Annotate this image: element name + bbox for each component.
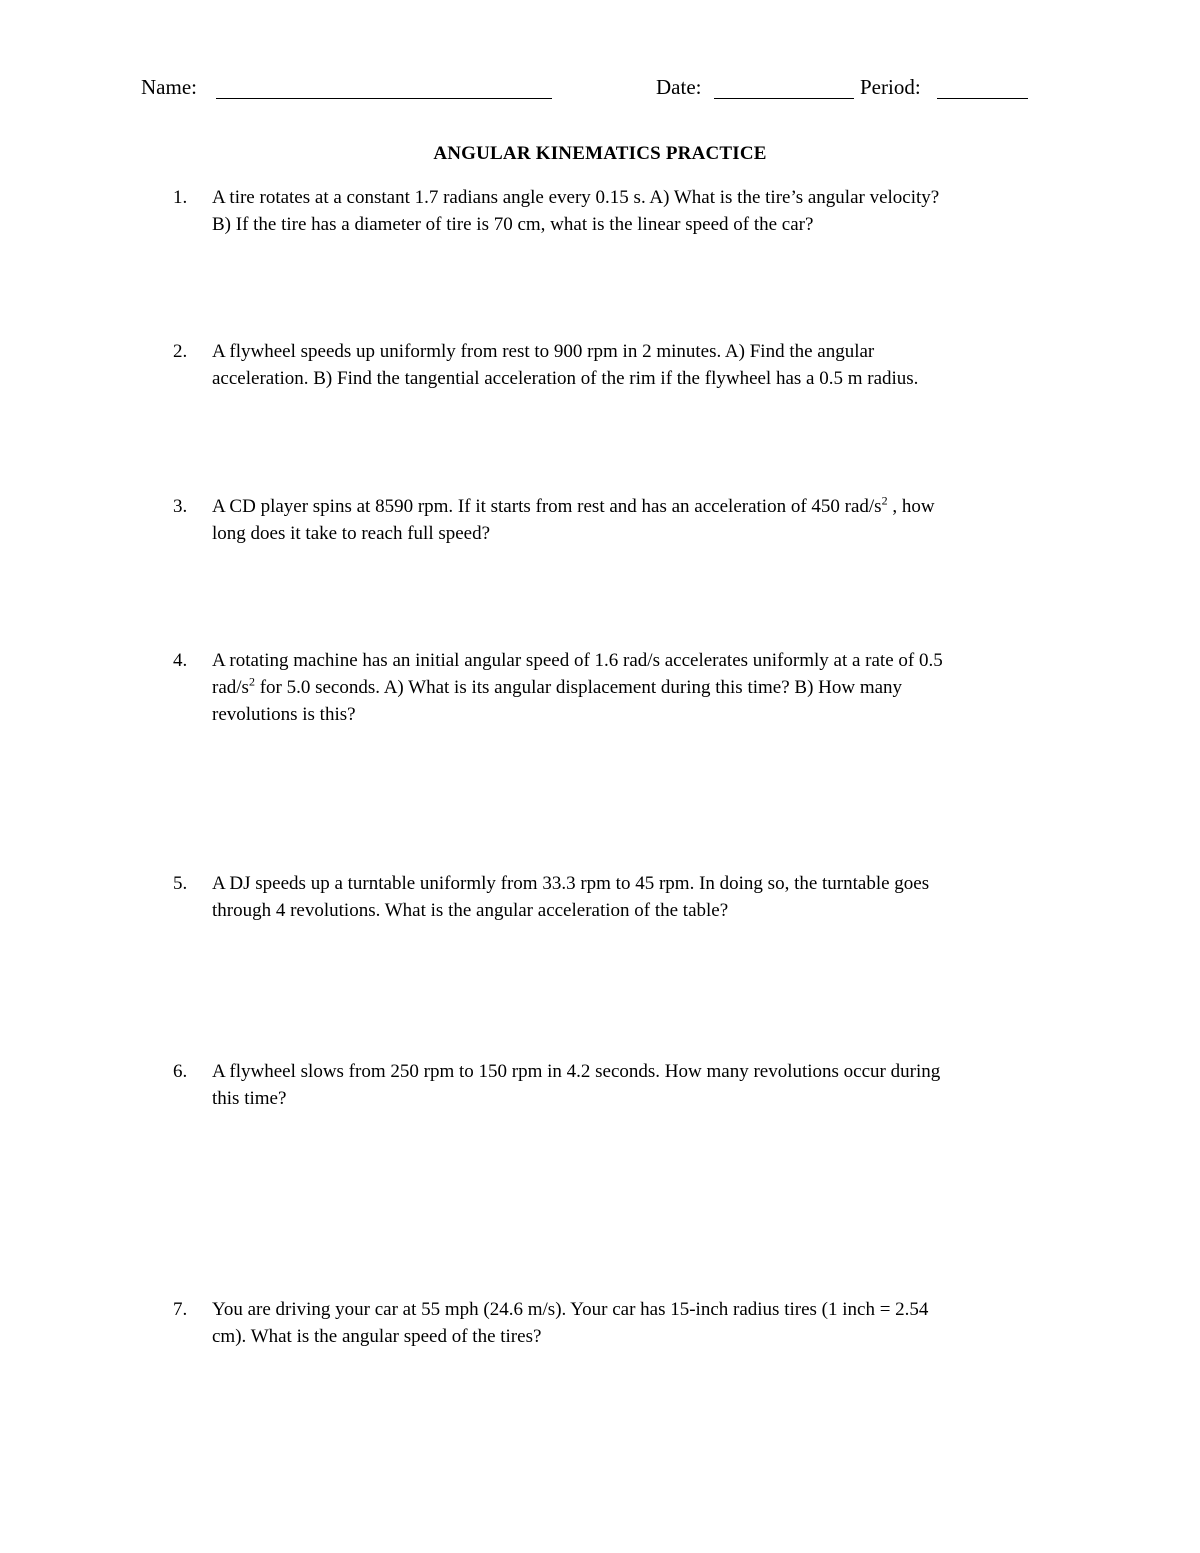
question-line: B) If the tire has a diameter of tire is 70 cm, what is the linear speed of the car?	[212, 214, 814, 235]
question-text	[212, 1296, 1052, 1350]
question-line: A rotating machine has an initial angular speed of 1.6 rad/s accelerates uniformly at a rate of 0.5	[212, 650, 943, 671]
question-text	[212, 870, 1052, 924]
question-number: 6.	[173, 1061, 188, 1082]
date-blank-line	[714, 74, 854, 99]
question-number: 7.	[173, 1299, 188, 1320]
question-line	[212, 674, 1052, 701]
superscript: 2	[248, 674, 255, 689]
question-line: long does it take to reach full speed?	[212, 523, 491, 544]
question-text	[212, 647, 1052, 728]
question-line: You are driving your car at 55 mph (24.6 m/s). Your car has 15-inch radius tires (1 inch = 2.54	[212, 1299, 929, 1320]
question-line	[212, 493, 1052, 520]
question-line: A DJ speeds up a turntable uniformly from 33.3 rpm to 45 rpm. In doing so, the turntable goes	[212, 873, 930, 894]
question-number: 3.	[173, 496, 188, 517]
question-line: A flywheel slows from 250 rpm to 150 rpm in 4.2 seconds. How many revolutions occur during	[212, 1061, 941, 1082]
question-number: 2.	[173, 341, 188, 362]
question-text	[212, 184, 1052, 238]
text-segment: for 5.0 seconds. A) What is its angular displacement during this time? B) How many	[254, 677, 903, 698]
period-label: Period:	[860, 75, 921, 99]
question-line: revolutions is this?	[212, 704, 356, 725]
date-label: Date:	[656, 75, 702, 99]
question-line: A flywheel speeds up uniformly from rest to 900 rpm in 2 minutes. A) Find the angular	[212, 341, 875, 362]
question-text	[212, 1058, 1052, 1112]
superscript: 2	[881, 493, 888, 508]
question-line: through 4 revolutions. What is the angular acceleration of the table?	[212, 900, 729, 921]
question-line: A tire rotates at a constant 1.7 radians angle every 0.15 s. A) What is the tire’s angular velocity?	[212, 187, 940, 208]
text-segment: , how	[887, 496, 935, 517]
question-line: acceleration. B) Find the tangential acceleration of the rim if the flywheel has a 0.5 m radius.	[212, 368, 919, 389]
worksheet-title: ANGULAR KINEMATICS PRACTICE	[433, 143, 767, 164]
question-text	[212, 338, 1052, 392]
period-blank-line	[937, 74, 1028, 99]
question-line: this time?	[212, 1088, 287, 1109]
question-number: 5.	[173, 873, 188, 894]
name-label: Name:	[141, 75, 197, 99]
text-segment: A CD player spins at 8590 rpm. If it starts from rest and has an acceleration of 450 rad/s	[212, 496, 882, 517]
name-blank-line	[216, 74, 552, 99]
text-segment: rad/s	[212, 677, 249, 698]
question-text	[212, 493, 1052, 547]
question-line: cm). What is the angular speed of the tires?	[212, 1326, 542, 1347]
question-number: 1.	[173, 187, 188, 208]
question-number: 4.	[173, 650, 188, 671]
